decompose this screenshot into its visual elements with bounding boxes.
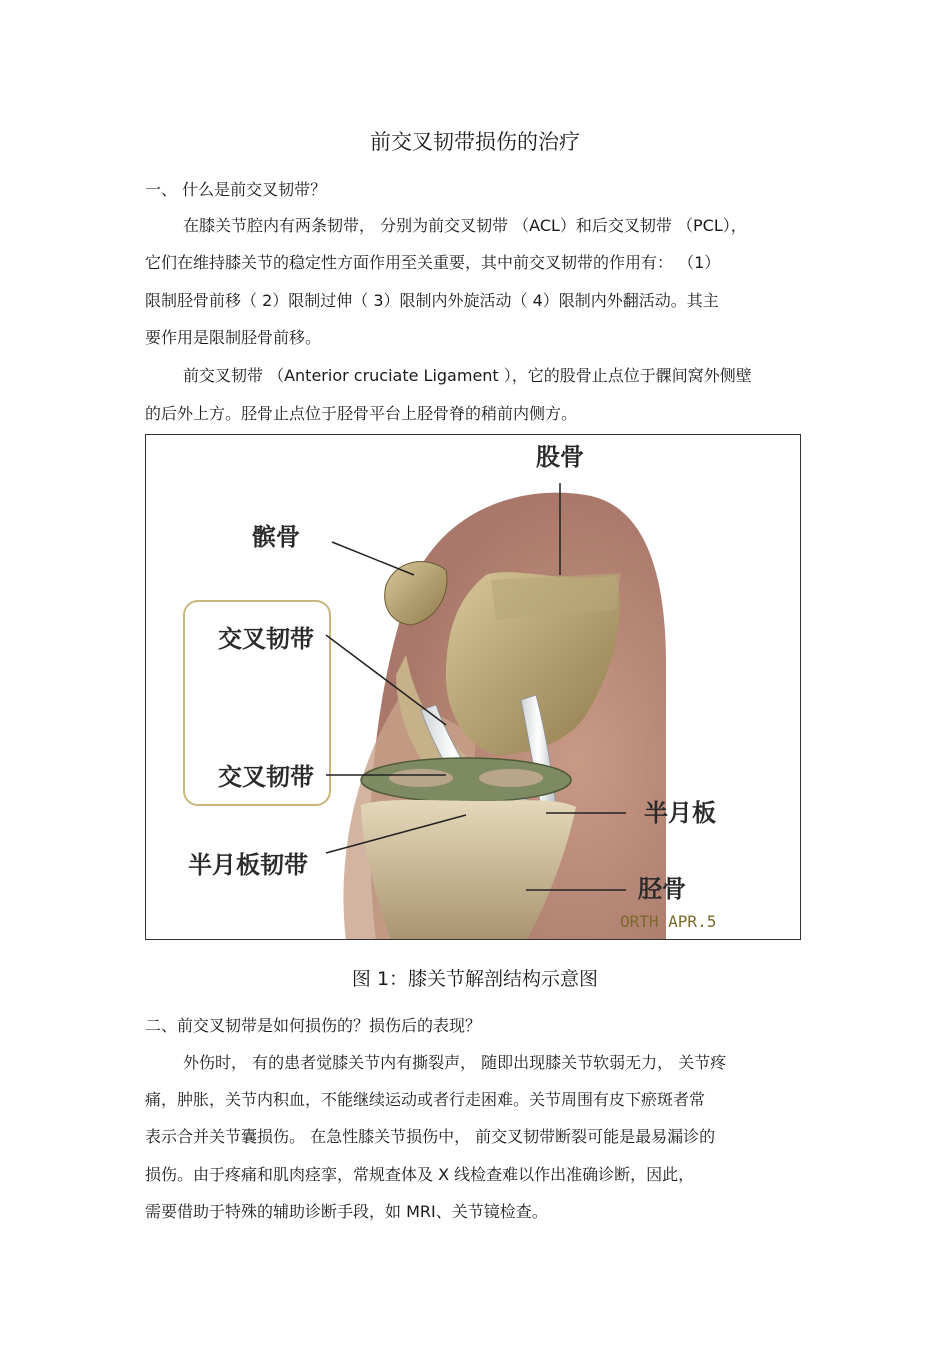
label-meniscus: 半月板 [644, 798, 716, 827]
figure-stamp: ORTH APR.5 [620, 912, 717, 931]
section1-para1-line3: 限制胫骨前移（ 2）限制过伸（ 3）限制内外旋活动（ 4）限制内外翻活动。其主 [145, 291, 719, 310]
knee-anatomy-figure [145, 434, 801, 940]
label-patella: 髌骨 [252, 522, 300, 551]
figure-caption: 图 1：膝关节解剖结构示意图 [351, 968, 599, 990]
section1-para1-line2: 它们在维持膝关节的稳定性方面作用至关重要，其中前交叉韧带的作用有： （1） [145, 253, 721, 272]
section1-para2-line2: 的后外上方。胫骨止点位于胫骨平台上胫骨脊的稍前内侧方。 [145, 404, 578, 423]
label-meniscal-ligament: 半月板韧带 [188, 850, 308, 879]
section1-para1-line4: 要作用是限制胫骨前移。 [145, 328, 322, 347]
section2-para-line3: 表示合并关节囊损伤。 在急性膝关节损伤中， 前交叉韧带断裂可能是最易漏诊的 [145, 1127, 716, 1146]
section2-para-line1: 外伤时， 有的患者觉膝关节内有撕裂声， 随即出现膝关节软弱无力， 关节疼 [183, 1053, 727, 1072]
knee-illustration [146, 435, 801, 940]
section1-para2-line1: 前交叉韧带 （Anterior cruciate Ligament ），它的股骨止点位于髁间窝外侧壁 [183, 366, 752, 385]
section1-heading: 一、 什么是前交叉韧带？ [145, 180, 327, 199]
label-cruciate-1: 交叉韧带 [218, 624, 314, 653]
label-tibia: 胫骨 [638, 874, 686, 903]
label-femur: 股骨 [536, 442, 584, 471]
section2-para-line2: 痛，肿胀，关节内积血，不能继续运动或者行走困难。关节周围有皮下瘀斑者常 [145, 1090, 706, 1109]
section1-para1-line1: 在膝关节腔内有两条韧带， 分别为前交叉韧带 （ACL）和后交叉韧带 （PCL）， [183, 216, 747, 235]
page-title: 前交叉韧带损伤的治疗 [370, 130, 580, 154]
section2-heading: 二、前交叉韧带是如何损伤的？损伤后的表现？ [145, 1016, 482, 1035]
section2-para-line5: 需要借助于特殊的辅助诊断手段，如 MRI、关节镜检查。 [145, 1202, 548, 1221]
section2-para-line4: 损伤。由于疼痛和肌肉痉挛，常规查体及 X 线检查难以作出准确诊断，因此， [145, 1165, 695, 1184]
label-cruciate-2: 交叉韧带 [218, 762, 314, 791]
